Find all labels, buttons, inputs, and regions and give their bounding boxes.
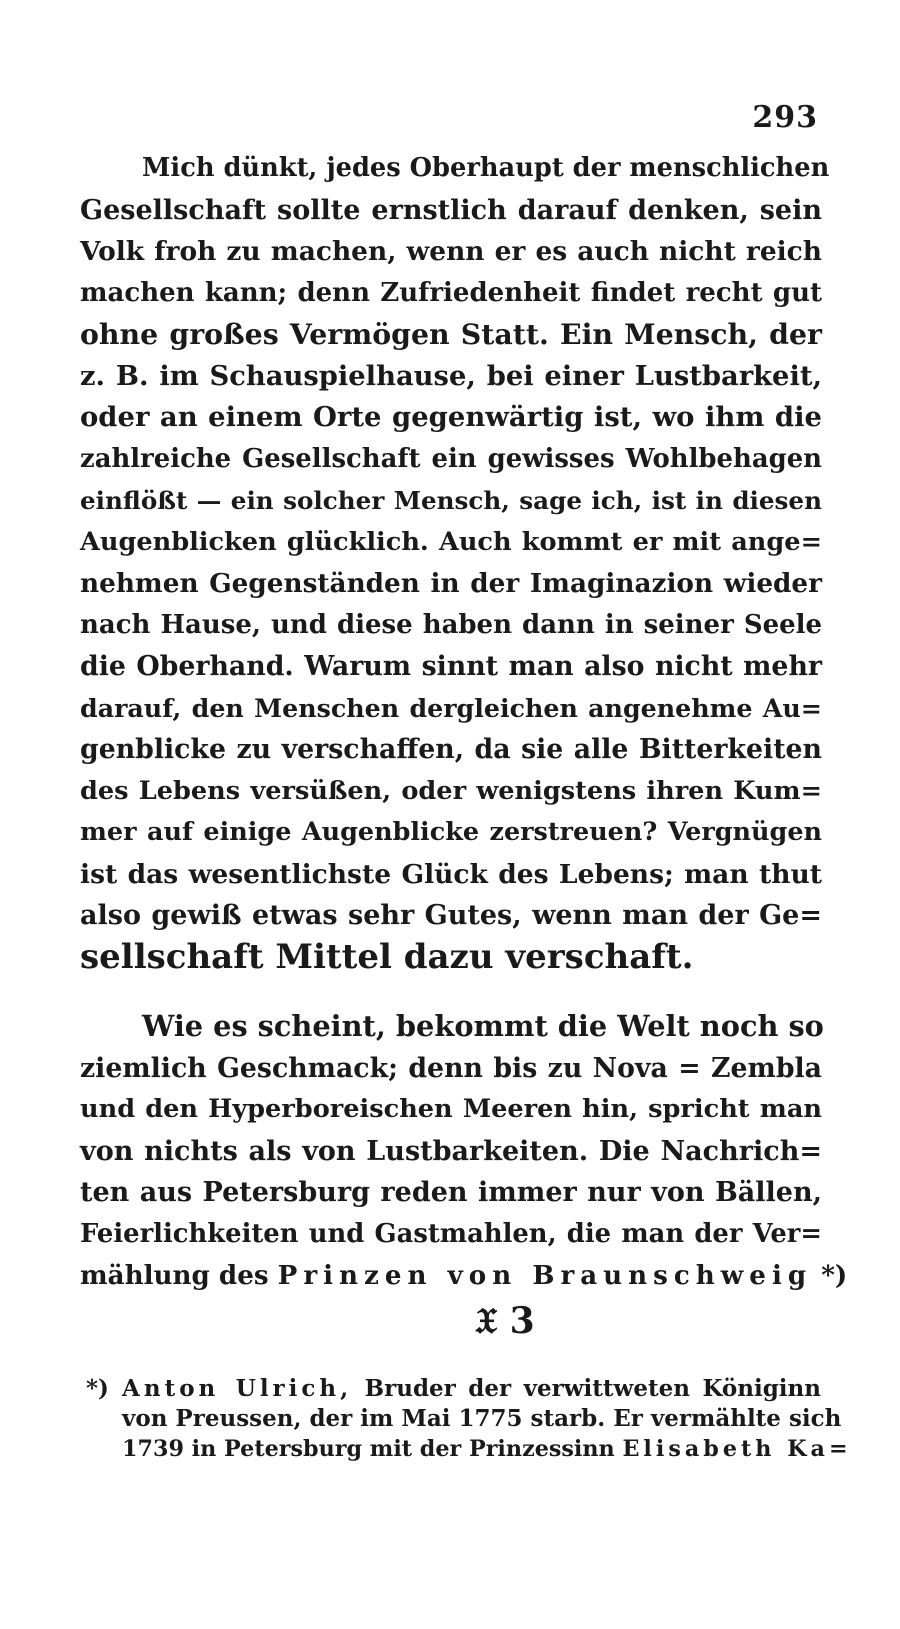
paragraph-2 <box>80 1006 848 1297</box>
footnote-line <box>122 1374 821 1404</box>
body-text <box>80 148 848 1297</box>
text-line: machen kann; denn Zufriedenheit findet recht gut <box>80 277 822 308</box>
page-number: 293 <box>752 100 818 135</box>
footnote-line: von Preussen, der im Mai 1775 starb. Er vermählte sich <box>122 1405 842 1432</box>
text-line: Augenblicken glücklich. Auch kommt er mit ange= <box>80 526 822 557</box>
text-line: zahlreiche Gesellschaft ein gewisses Wohlbehagen <box>80 443 822 474</box>
footnote-reference: *) <box>821 1260 848 1291</box>
text-line: des Lebens versüßen, oder wenigstens ihren Kum= <box>80 775 822 806</box>
text-line: also gewiß etwas sehr Gutes, wenn man der Ge= <box>80 900 822 931</box>
text-line: darauf, den Menschen dergleichen angenehme Au= <box>80 692 822 723</box>
text-line: nehmen Gegenständen in der Imaginazion wieder <box>80 568 822 599</box>
text-line: einflößt — ein solcher Mensch, sage ich, ist in diesen <box>80 486 822 515</box>
footnote-marker: *) <box>86 1375 109 1402</box>
text-line: die Oberhand. Warum sinnt man also nicht mehr <box>80 651 822 682</box>
text-line: genblicke zu verschaffen, da sie alle Bitterkeiten <box>80 734 822 765</box>
signature-mark: 𝔛 3 <box>475 1300 535 1342</box>
text-line: z. B. im Schauspielhause, bei einer Lustbarkeit, <box>80 359 822 392</box>
text-line: oder an einem Orte gegenwärtig ist, wo ihm die <box>80 401 822 433</box>
footnote-name: Anton Ulrich, <box>122 1375 353 1402</box>
text-line: Mich dünkt, jedes Oberhaupt der menschlichen <box>142 153 830 183</box>
text-line: ohne großes Vermögen Statt. Ein Mensch, der <box>80 317 822 351</box>
text-line: Wie es scheint, bekommt die Welt noch so <box>142 1009 824 1043</box>
text-run: Bruder der verwittweten Königinn <box>364 1375 821 1402</box>
text-line: ist das wesentlichste Glück des Lebens; man thut <box>80 858 822 890</box>
spaced-name: Prinzen von Braunschweig <box>277 1260 813 1291</box>
text-line: von nichts als von Lustbarkeiten. Die Nachrich= <box>80 1135 822 1167</box>
text-line: ziemlich Geschmack; denn bis zu Nova = Zembla <box>80 1052 822 1084</box>
text-line: Volk froh zu machen, wenn er es auch nicht reich <box>80 236 822 267</box>
text-line: und den Hyperboreischen Meeren hin, spricht man <box>80 1094 822 1124</box>
text-line: nach Hause, und diese haben dann in seiner Seele <box>80 609 822 640</box>
text-run: 1739 in Petersburg mit der Prinzessinn <box>122 1436 615 1462</box>
footnote <box>86 1374 852 1464</box>
text-run: mählung des <box>80 1260 269 1291</box>
text-line-last <box>80 1255 848 1297</box>
footnote-line <box>122 1434 852 1464</box>
text-line: Gesellschaft sollte ernstlich darauf denken, sein <box>80 194 822 226</box>
text-line: ten aus Petersburg reden immer nur von Bällen, <box>80 1177 822 1208</box>
footnote-name: Elisabeth Ka= <box>622 1436 852 1462</box>
text-line: Feierlichkeiten und Gastmahlen, die man der Ver= <box>80 1218 822 1249</box>
footnote-body <box>86 1374 852 1464</box>
paragraph-1 <box>80 148 830 978</box>
text-line: mer auf einige Augenblicke zerstreuen? Vergnügen <box>80 817 822 847</box>
text-line: sellschaft Mittel dazu verschaft. <box>80 936 694 977</box>
